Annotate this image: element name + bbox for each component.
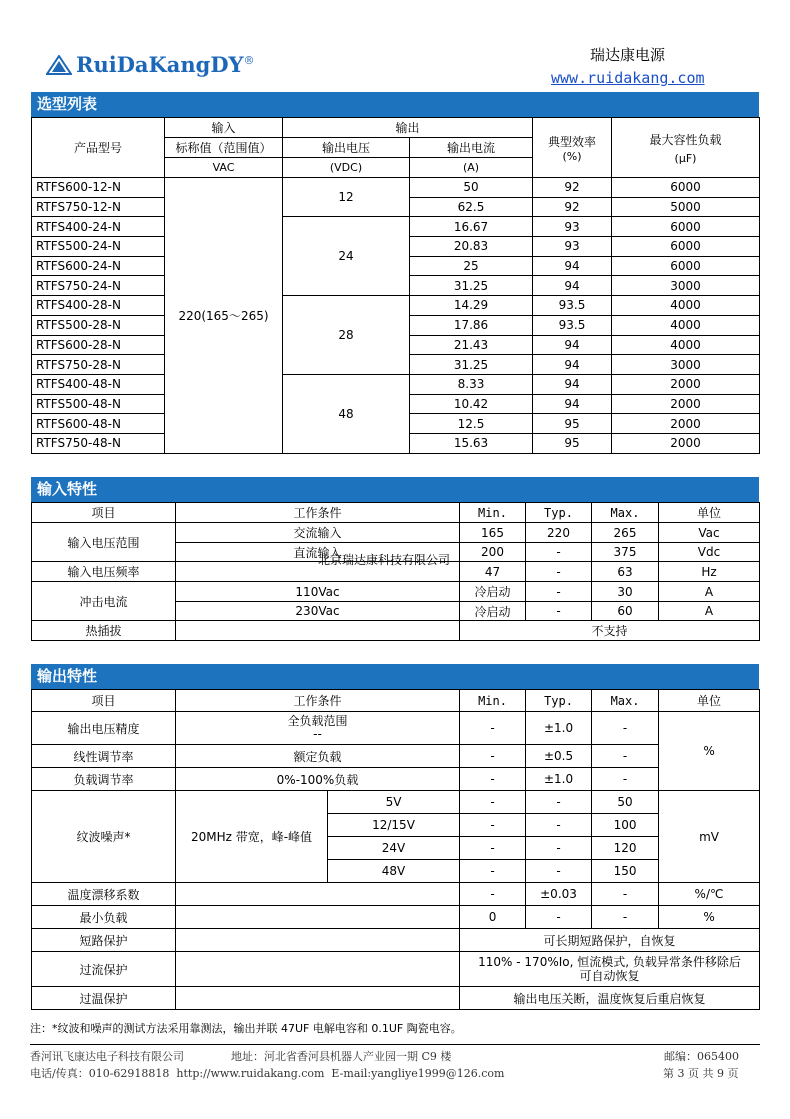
hdr-capacitive-unit: (μF) [674,151,697,165]
load-regulation-cond: 0%-100%负载 [176,768,460,791]
inrush-110-min: 冷启动 [460,582,526,602]
out-hdr-typ: Typ. [526,690,592,712]
company-name: 瑞达康电源 [590,46,666,64]
output-section-title: 输出特性 [31,664,759,689]
input-frequency-unit: Hz [659,562,760,582]
logo-triangle-icon [46,55,72,75]
ripple-voltage-cell: 48V [328,860,460,883]
ripple-unit-cell: mV [659,791,760,883]
output-current-cell: 8.33 [410,374,533,394]
ripple-voltage-cell: 24V [328,837,460,860]
ot-value: 输出电压关断，温度恢复后重启恢复 [460,987,760,1010]
model-cell: RTFS600-28-N [32,335,165,355]
hdr-iout: 输出电流 [410,138,533,158]
voltage-accuracy-max: - [592,712,659,745]
hdr-model: 产品型号 [32,118,165,178]
ripple-noise-label: 纹波噪声* [32,791,176,883]
line-regulation-cond: 额定负载 [176,745,460,768]
efficiency-cell: 92 [533,178,612,198]
output-voltage-cell: 48 [283,374,410,453]
oc-value-line2: 可自动恢复 [579,969,640,983]
efficiency-cell: 95 [533,433,612,453]
voltage-accuracy-cond [176,712,460,745]
out-hdr-cond: 工作条件 [176,690,460,712]
ripple-typ-cell: - [526,814,592,837]
minload-typ: - [526,906,592,929]
table-row [32,374,760,394]
footer-contact: 电话/传真：010-62918818 http://www.ruidakang.com E-mail:yangliye1999@126.com [30,1067,505,1080]
ripple-max-cell: 50 [592,791,659,814]
capacitive-load-cell: 3000 [612,355,760,375]
voltage-accuracy-typ: ±1.0 [526,712,592,745]
output-table [31,689,760,1010]
inrush-110-cond: 110Vac [176,582,460,602]
hot-plug-value: 不支持 [460,621,760,641]
ot-label: 过温保护 [32,987,176,1010]
temp-cond [176,883,460,906]
table-row [32,883,760,906]
regulation-unit: % [659,712,760,791]
model-cell: RTFS400-48-N [32,374,165,394]
capacitive-load-cell: 6000 [612,217,760,237]
short-cond [176,929,460,952]
ripple-noise-cond: 20MHz 带宽，峰-峰值 [176,791,328,883]
capacitive-load-cell: 2000 [612,433,760,453]
ripple-voltage-cell: 5V [328,791,460,814]
efficiency-cell: 92 [533,197,612,217]
output-current-cell: 14.29 [410,296,533,316]
hot-plug-cond [176,621,460,641]
input-range-cell: 220(165～265) [165,178,283,454]
table-row [32,296,760,316]
ripple-typ-cell: - [526,791,592,814]
footer-address: 地址：河北省香河县机器人产业园一期 C9 楼 [231,1050,452,1063]
efficiency-cell: 94 [533,374,612,394]
model-cell: RTFS600-48-N [32,414,165,434]
logo-registered-mark: ® [243,54,255,67]
ripple-typ-cell: - [526,860,592,883]
load-regulation-min: - [460,768,526,791]
input-table [31,502,760,641]
model-cell: RTFS500-48-N [32,394,165,414]
ripple-typ-cell: - [526,837,592,860]
minload-unit: % [659,906,760,929]
output-current-cell: 15.63 [410,433,533,453]
ac-input-min: 165 [460,523,526,543]
in-hdr-unit: 单位 [659,503,760,523]
ripple-max-cell: 100 [592,814,659,837]
efficiency-cell: 93 [533,237,612,257]
input-section-title: 输入特性 [31,477,759,502]
ripple-max-cell: 150 [592,860,659,883]
capacitive-load-cell: 4000 [612,335,760,355]
oc-cond [176,952,460,987]
inrush-110-unit: A [659,582,760,602]
inrush-230-unit: A [659,602,760,621]
table-row [32,929,760,952]
oc-label: 过流保护 [32,952,176,987]
capacitive-load-cell: 4000 [612,296,760,316]
output-voltage-cell: 12 [283,178,410,217]
model-cell: RTFS750-48-N [32,433,165,453]
inrush-110-max: 30 [592,582,659,602]
ac-input-cond: 交流输入 [176,523,460,543]
footer-page-number: 第 3 页 共 9 页 [663,1067,739,1080]
hdr-a: (A) [410,158,533,178]
model-cell: RTFS400-28-N [32,296,165,316]
ripple-max-cell: 120 [592,837,659,860]
oc-value-line1: 110% - 170%Io, 恒流模式, 负载异常条件移除后 [478,955,741,969]
load-regulation-label: 负载调节率 [32,768,176,791]
ripple-voltage-cell: 12/15V [328,814,460,837]
output-current-cell: 62.5 [410,197,533,217]
output-current-cell: 20.83 [410,237,533,257]
input-frequency-label: 输入电压频率 [32,562,176,582]
model-cell: RTFS750-24-N [32,276,165,296]
inrush-230-typ: - [526,602,592,621]
efficiency-cell: 95 [533,414,612,434]
model-cell: RTFS750-28-N [32,355,165,375]
capacitive-load-cell: 6000 [612,256,760,276]
selection-section-title: 选型列表 [31,92,759,117]
footer-company: 香河讯飞康达电子科技有限公司 [30,1050,184,1063]
temp-label: 温度漂移系数 [32,883,176,906]
in-hdr-typ: Typ. [526,503,592,523]
in-hdr-min: Min. [460,503,526,523]
model-cell: RTFS500-24-N [32,237,165,257]
capacitive-load-cell: 6000 [612,237,760,257]
watermark-text: 北京瑞达康科技有限公司 [318,553,451,567]
dc-input-max: 375 [592,543,659,562]
model-cell: RTFS400-24-N [32,217,165,237]
input-voltage-range-label: 输入电压范围 [32,523,176,562]
short-label: 短路保护 [32,929,176,952]
capacitive-load-cell: 4000 [612,315,760,335]
ripple-row [32,791,760,814]
line-regulation-min: - [460,745,526,768]
output-current-cell: 16.67 [410,217,533,237]
efficiency-cell: 93.5 [533,315,612,335]
hdr-nominal: 标称值（范围值） [165,138,283,158]
voltage-accuracy-cond-line2: -- [313,727,322,741]
hdr-efficiency-label: 典型效率 [548,134,597,149]
ripple-min-cell: - [460,791,526,814]
efficiency-cell: 93 [533,217,612,237]
temp-min: - [460,883,526,906]
table-row [32,217,760,237]
ac-input-max: 265 [592,523,659,543]
footer-divider [30,1044,760,1045]
oc-value [460,952,760,987]
input-frequency-max: 63 [592,562,659,582]
table-row [32,987,760,1010]
minload-cond [176,906,460,929]
hdr-vdc: (VDC) [283,158,410,178]
inrush-current-label: 冲击电流 [32,582,176,621]
load-regulation-max: - [592,768,659,791]
short-value: 可长期短路保护，自恢复 [460,929,760,952]
ac-input-unit: Vac [659,523,760,543]
model-cell: RTFS750-12-N [32,197,165,217]
output-voltage-cell: 28 [283,296,410,375]
voltage-accuracy-cond-line1: 全负载范围 [287,714,348,728]
out-hdr-item: 项目 [32,690,176,712]
line-regulation-max: - [592,745,659,768]
output-current-cell: 17.86 [410,315,533,335]
output-current-cell: 10.42 [410,394,533,414]
dc-input-typ: - [526,543,592,562]
model-cell: RTFS600-24-N [32,256,165,276]
in-hdr-max: Max. [592,503,659,523]
ac-input-typ: 220 [526,523,592,543]
output-current-cell: 50 [410,178,533,198]
inrush-230-min: 冷启动 [460,602,526,621]
company-logo [46,52,255,77]
hdr-capacitive-load [612,118,760,178]
out-hdr-min: Min. [460,690,526,712]
line-regulation-typ: ±0.5 [526,745,592,768]
efficiency-cell: 94 [533,394,612,414]
hdr-efficiency [533,118,612,178]
table-row [32,178,760,198]
dc-input-cond: 直流输入 [176,543,460,562]
model-cell: RTFS600-12-N [32,178,165,198]
capacitive-load-cell: 2000 [612,414,760,434]
hdr-capacitive-label: 最大容性负载 [649,132,722,147]
dc-input-min: 200 [460,543,526,562]
output-voltage-cell: 24 [283,217,410,296]
temp-unit: %/℃ [659,883,760,906]
footer-postcode: 邮编：065400 [664,1050,739,1063]
table-row [32,952,760,987]
hdr-vac: VAC [165,158,283,178]
efficiency-cell: 94 [533,355,612,375]
footnote: 注：*纹波和噪声的测试方法采用靠测法，输出并联 47UF 电解电容和 0.1UF 陶瓷电容。 [30,1022,462,1035]
dc-input-unit: Vdc [659,543,760,562]
hdr-efficiency-unit: (%) [562,149,582,163]
temp-typ: ±0.03 [526,883,592,906]
in-hdr-cond: 工作条件 [176,503,460,523]
output-current-cell: 21.43 [410,335,533,355]
inrush-230-cond: 230Vac [176,602,460,621]
capacitive-load-cell: 2000 [612,374,760,394]
in-hdr-item: 项目 [32,503,176,523]
efficiency-cell: 94 [533,276,612,296]
hdr-vout: 输出电压 [283,138,410,158]
ripple-min-cell: - [460,837,526,860]
output-current-cell: 25 [410,256,533,276]
hdr-output: 输出 [283,118,533,138]
temp-max: - [592,883,659,906]
selection-table [31,117,760,454]
voltage-accuracy-label: 输出电压精度 [32,712,176,745]
model-cell: RTFS500-28-N [32,315,165,335]
capacitive-load-cell: 5000 [612,197,760,217]
ripple-min-cell: - [460,814,526,837]
load-regulation-typ: ±1.0 [526,768,592,791]
efficiency-cell: 93.5 [533,296,612,316]
ripple-min-cell: - [460,860,526,883]
out-hdr-unit: 单位 [659,690,760,712]
out-hdr-max: Max. [592,690,659,712]
hot-plug-label: 热插拔 [32,621,176,641]
minload-max: - [592,906,659,929]
capacitive-load-cell: 3000 [612,276,760,296]
input-frequency-typ: - [526,562,592,582]
table-row [32,906,760,929]
input-frequency-min: 47 [460,562,526,582]
output-current-cell: 31.25 [410,355,533,375]
voltage-accuracy-min: - [460,712,526,745]
ot-cond [176,987,460,1010]
efficiency-cell: 94 [533,335,612,355]
capacitive-load-cell: 6000 [612,178,760,198]
inrush-230-max: 60 [592,602,659,621]
inrush-110-typ: - [526,582,592,602]
output-current-cell: 12.5 [410,414,533,434]
hdr-input: 输入 [165,118,283,138]
website-link[interactable]: www.ruidakang.com [551,69,705,87]
line-regulation-label: 线性调节率 [32,745,176,768]
efficiency-cell: 94 [533,256,612,276]
minload-label: 最小负载 [32,906,176,929]
logo-text: RuiDaKangDY [76,52,244,77]
output-current-cell: 31.25 [410,276,533,296]
capacitive-load-cell: 2000 [612,394,760,414]
minload-min: 0 [460,906,526,929]
